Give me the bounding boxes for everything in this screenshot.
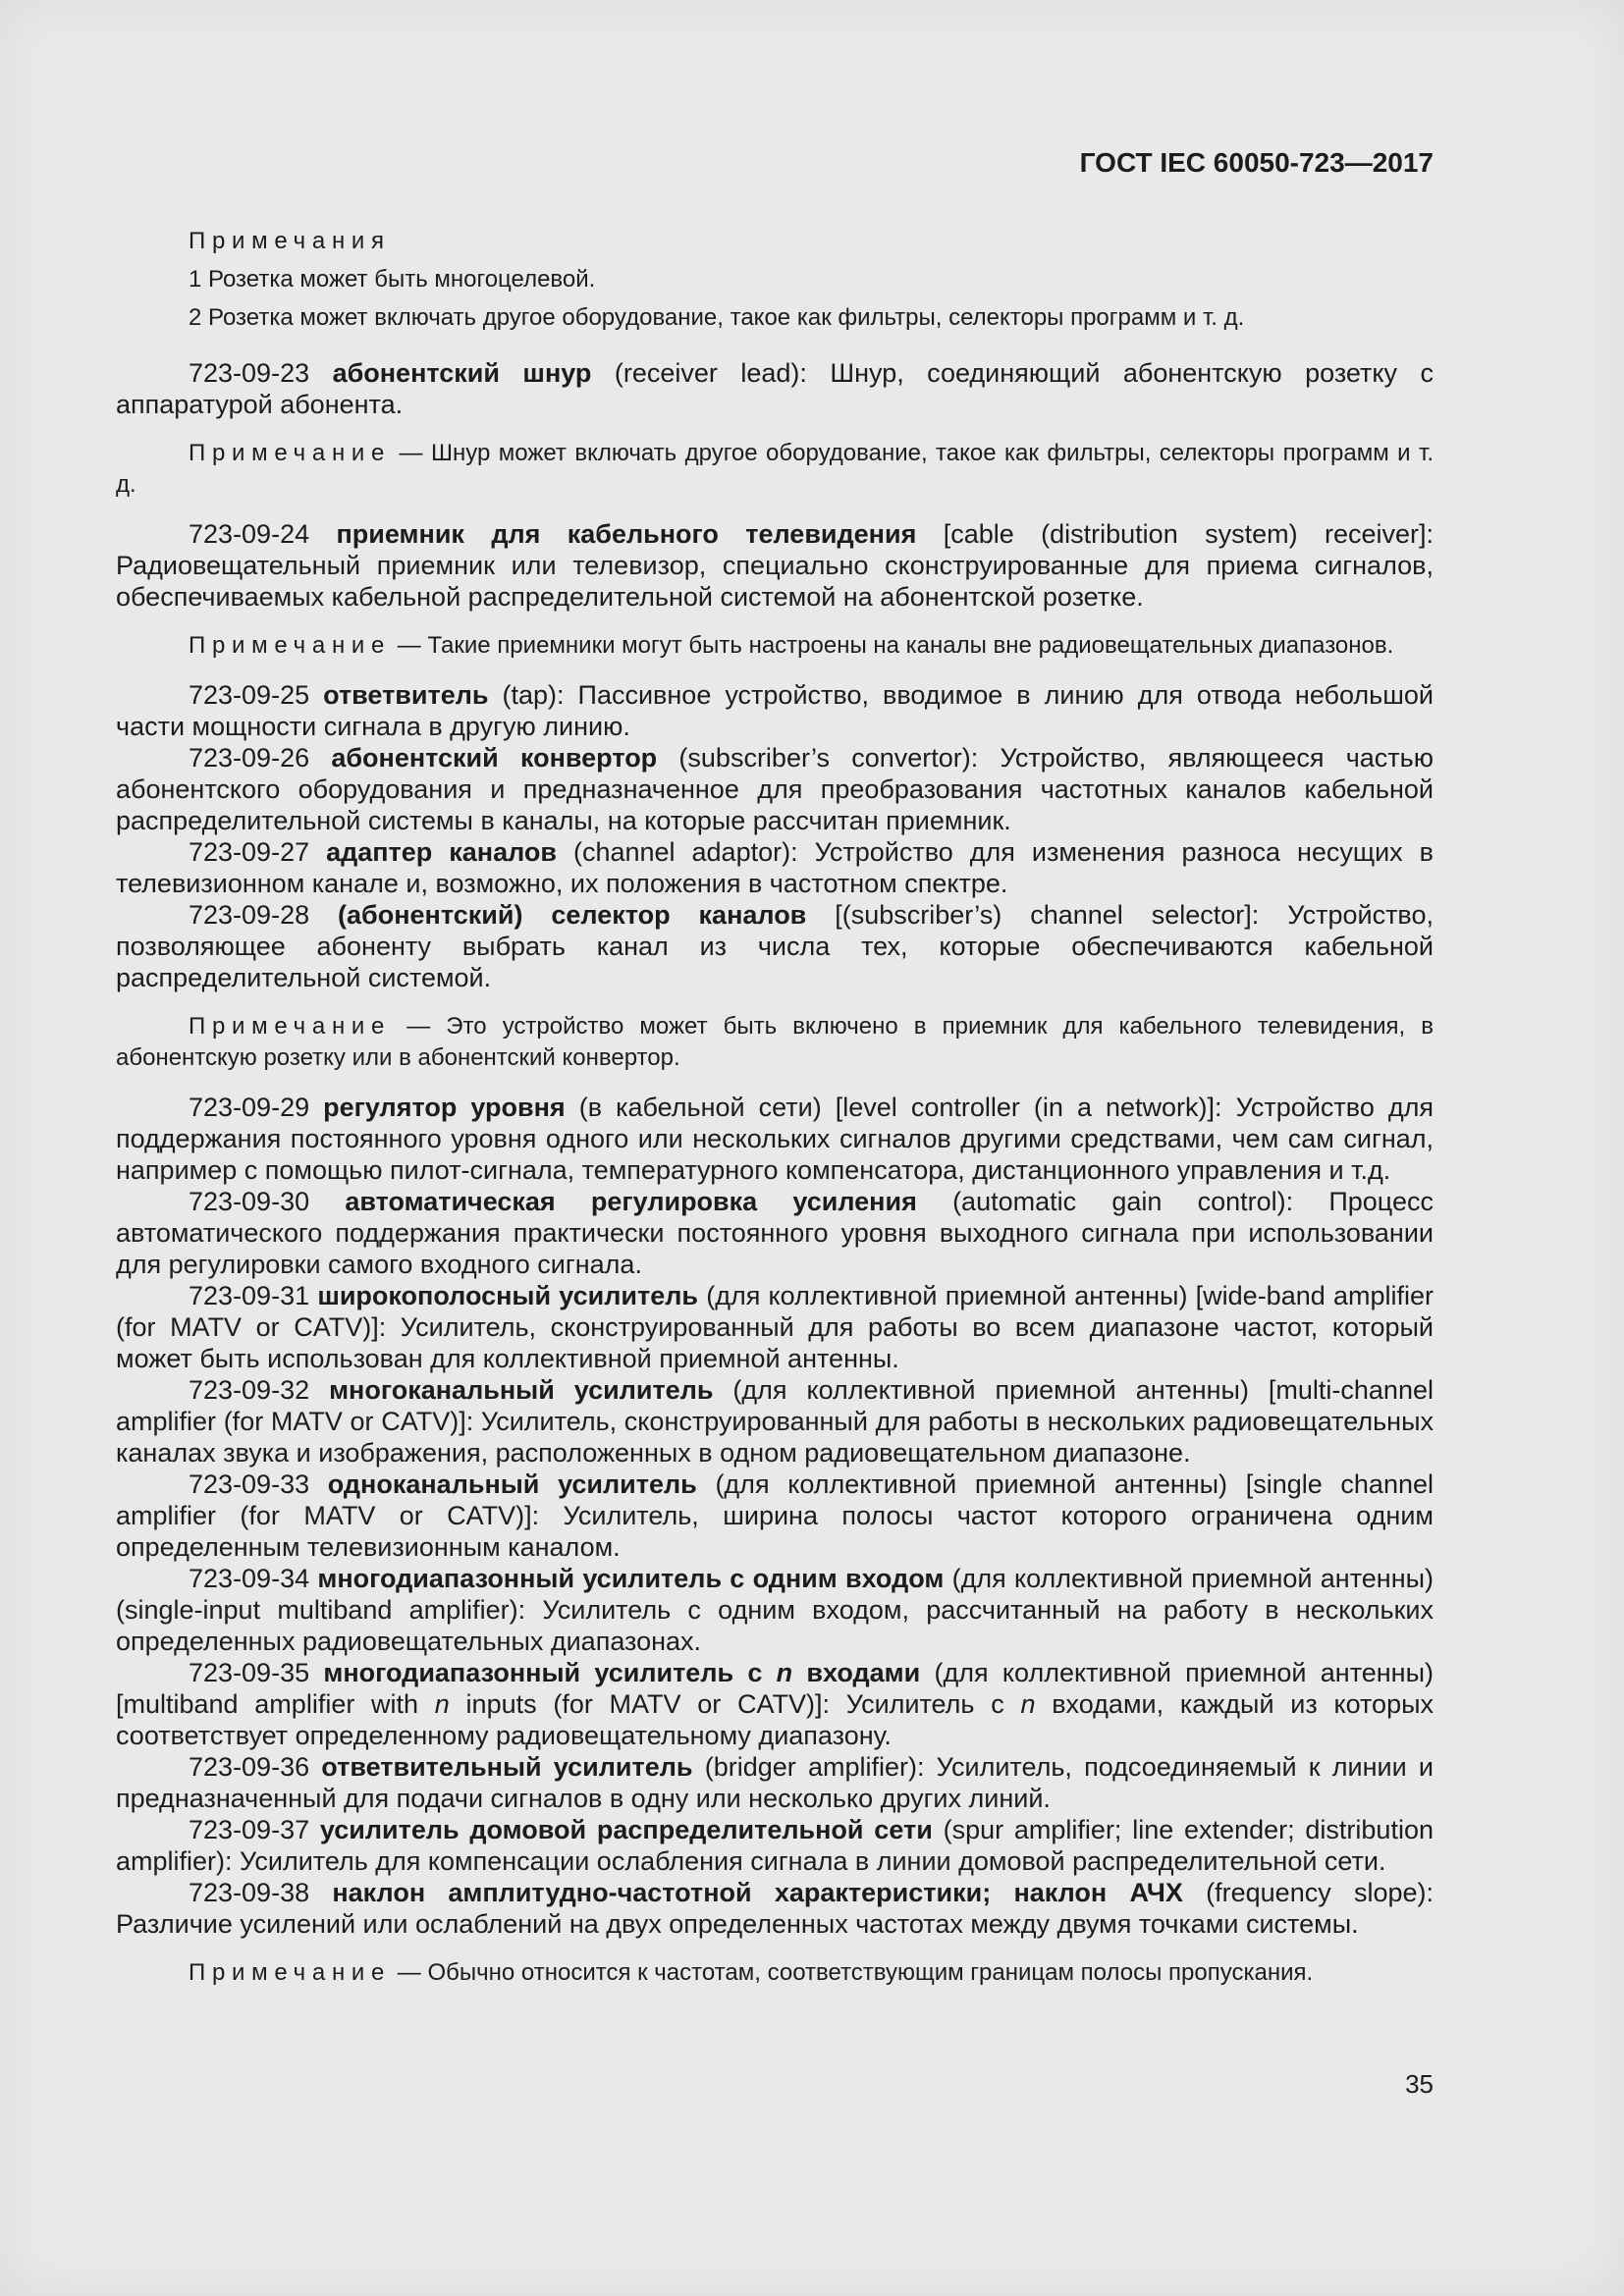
term-paragraph [116, 1563, 1434, 1657]
text-segment: автоматическая регулировка усиления [345, 1187, 917, 1216]
text-segment: Примечание [189, 1013, 392, 1040]
text-segment: входами, каждый из которых соответствует определенному радиовещательному диапазону. [116, 1689, 1434, 1750]
term-paragraph [116, 1751, 1434, 1814]
text-segment: усилитель домовой распределительной сети [319, 1815, 933, 1844]
text-segment: Примечания [189, 228, 391, 254]
text-segment: адаптер каналов [326, 837, 558, 867]
text-segment: n [1020, 1689, 1036, 1719]
text-segment: Примечание [189, 440, 392, 466]
text-segment: одноканальный усилитель [327, 1469, 697, 1499]
text-segment: (tap): Пассивное устройство, вводимое в линию для отвода небольшой части мощности сигнала в другую линию. [116, 680, 1434, 741]
note-paragraph [116, 1957, 1434, 1989]
term-paragraph [116, 1657, 1434, 1751]
term-paragraph [116, 1877, 1434, 1940]
text-segment: inputs (for MATV or CATV)]: Усилитель с [449, 1689, 1021, 1719]
text-segment: 723-09-31 [189, 1281, 318, 1310]
text-segment: (для коллективной приемной антенны) [multiband amplifier with [116, 1658, 1434, 1719]
text-segment: многоканальный усилитель [329, 1375, 714, 1405]
term-paragraph [116, 1814, 1434, 1877]
text-segment: 723-09-28 [189, 900, 339, 930]
document-header-title: ГОСТ IEC 60050-723—2017 [1079, 147, 1434, 178]
text-segment: n [434, 1689, 450, 1719]
text-segment: (spur amplifier; line extender; distribution amplifier): Усилитель для компенсации ослабления сигнала в линии домовой распределительной сети. [116, 1815, 1434, 1876]
term-paragraph [116, 357, 1434, 420]
text-segment: (frequency slope): Различие усилений или ослаблений на двух определенных частотах между двумя точками системы. [116, 1878, 1435, 1939]
text-segment: 723-09-32 [189, 1375, 330, 1405]
text-segment: широкополосный усилитель [317, 1281, 698, 1310]
text-segment: 1 Розетка может быть многоцелевой. [189, 266, 596, 293]
text-segment: [(subscriber’s) channel selector]: Устройство, позволяющее абоненту выбрать канал из числа тех, которые обеспечиваются кабельной распределительной системой. [116, 900, 1434, 992]
text-segment: абонентский шнур [332, 358, 592, 388]
notes-heading-paragraph [116, 226, 1434, 257]
text-segment: Примечание [189, 632, 392, 659]
text-segment: 723-09-34 [189, 1564, 318, 1593]
note-paragraph [116, 630, 1434, 662]
text-segment: 723-09-23 [189, 358, 333, 388]
text-segment: многодиапазонный усилитель с одним входом [317, 1564, 945, 1593]
text-segment: абонентский конвертор [331, 743, 658, 773]
term-paragraph [116, 679, 1434, 742]
text-segment: 723-09-30 [189, 1187, 346, 1216]
text-segment: 723-09-24 [189, 519, 337, 549]
term-paragraph [116, 1280, 1434, 1374]
note-item-paragraph [116, 264, 1434, 295]
note-item-paragraph [116, 302, 1434, 334]
term-paragraph [116, 1186, 1434, 1280]
text-segment: приемник для кабельного телевидения [336, 519, 917, 549]
text-segment: 723-09-29 [189, 1093, 324, 1122]
text-segment: ответвительный усилитель [321, 1752, 693, 1782]
text-segment: (для коллективной приемной антенны) [multi-channel amplifier (for MATV or CATV)]: Усилитель, сконструированный для работы в нескольких радиовещательных каналах звука и изображения, расположенных в одном радиовещательном диапазоне. [116, 1375, 1434, 1468]
text-segment: (automatic gain control): Процесс автоматического поддержания практически постоянного уровня выходного сигнала при использовании для регулировки самого входного сигнала. [116, 1187, 1434, 1279]
text-segment: — Это устройство может быть включено в приемник для кабельного телевидения, в абонентскую розетку или в абонентский конвертор. [116, 1013, 1434, 1071]
text-segment: 723-09-35 [189, 1658, 324, 1687]
text-segment: (receiver lead): Шнур, соединяющий абонентскую розетку с аппаратурой абонента. [116, 358, 1434, 419]
term-paragraph [116, 518, 1434, 613]
text-segment: 723-09-33 [189, 1469, 328, 1499]
term-paragraph [116, 899, 1434, 993]
text-segment: (для коллективной приемной антенны) (single-input multiband amplifier): Усилитель с одним входом, рассчитанный на работу в нескольких определенных радиовещательных диапазонах. [116, 1564, 1435, 1656]
text-segment: — Такие приемники могут быть настроены на каналы вне радиовещательных диапазонов. [391, 632, 1394, 659]
text-segment: многодиапазонный усилитель с [323, 1658, 777, 1687]
text-segment: n [776, 1658, 793, 1687]
text-segment: 723-09-36 [189, 1752, 322, 1782]
text-segment: 723-09-26 [189, 743, 332, 773]
text-segment: (subscriber’s convertor): Устройство, являющееся частью абонентского оборудования и предназначенное для преобразования частотных каналов кабельной распределительной системы в каналы, на которые рассчитан приемник. [116, 743, 1434, 835]
text-segment: 2 Розетка может включать другое оборудование, такое как фильтры, селекторы программ и т. д. [189, 304, 1245, 331]
text-segment: наклон амплитудно-частотной характеристики; наклон АЧХ [332, 1878, 1183, 1907]
text-segment: — Шнур может включать другое оборудование, такое как фильтры, селекторы программ и т. д. [116, 440, 1434, 498]
text-segment: (для коллективной приемной антенны) [wide-band amplifier (for MATV or CATV)]: Усилитель, сконструированный для работы во всем диапазоне частот, который может быть использован для коллективной приемной антенны. [116, 1281, 1434, 1373]
term-paragraph [116, 1468, 1434, 1563]
text-segment: (channel adaptor): Устройство для изменения разноса несущих в телевизионном канале и, возможно, их положения в частотном спектре. [116, 837, 1435, 898]
text-segment: ответвитель [323, 680, 489, 710]
text-segment: — Обычно относится к частотам, соответствующим границам полосы пропускания. [391, 1959, 1314, 1986]
text-segment: 723-09-25 [189, 680, 324, 710]
note-paragraph [116, 1011, 1434, 1074]
text-segment: [cable (distribution system) receiver]: Радиовещательный приемник или телевизор, специально сконструированные для приема сигналов, обеспечиваемых кабельной распределительной системой на абонентской розетке. [116, 519, 1434, 612]
note-paragraph [116, 438, 1434, 501]
text-segment: регулятор уровня [323, 1093, 566, 1122]
term-paragraph [116, 1092, 1434, 1186]
term-paragraph [116, 742, 1434, 836]
text-segment: входами [792, 1658, 921, 1687]
document-body [116, 226, 1434, 2006]
text-segment: 723-09-37 [189, 1815, 320, 1844]
page-number: 35 [1405, 2069, 1434, 2099]
text-segment: (для коллективной приемной антенны) [single channel amplifier (for MATV or CATV)]: Усилитель, ширина полосы частот которого ограничена одним определенным телевизионным каналом. [116, 1469, 1434, 1562]
term-paragraph [116, 1374, 1434, 1468]
text-segment: (в кабельной сети) [level controller (in a network)]: Устройство для поддержания постоянного уровня одного или нескольких сигналов другими средствами, чем сам сигнал, например с помощью пилот-сигнала, температурного компенсатора, дистанционного управления и т.д. [116, 1093, 1435, 1185]
text-segment: 723-09-27 [189, 837, 327, 867]
text-segment: (абонентский) селектор каналов [338, 900, 807, 930]
text-segment: Примечание [189, 1959, 392, 1986]
term-paragraph [116, 836, 1434, 899]
text-segment: 723-09-38 [189, 1878, 333, 1907]
text-segment: (bridger amplifier): Усилитель, подсоединяемый к линии и предназначенный для подачи сигналов в одну или несколько других линий. [116, 1752, 1434, 1813]
